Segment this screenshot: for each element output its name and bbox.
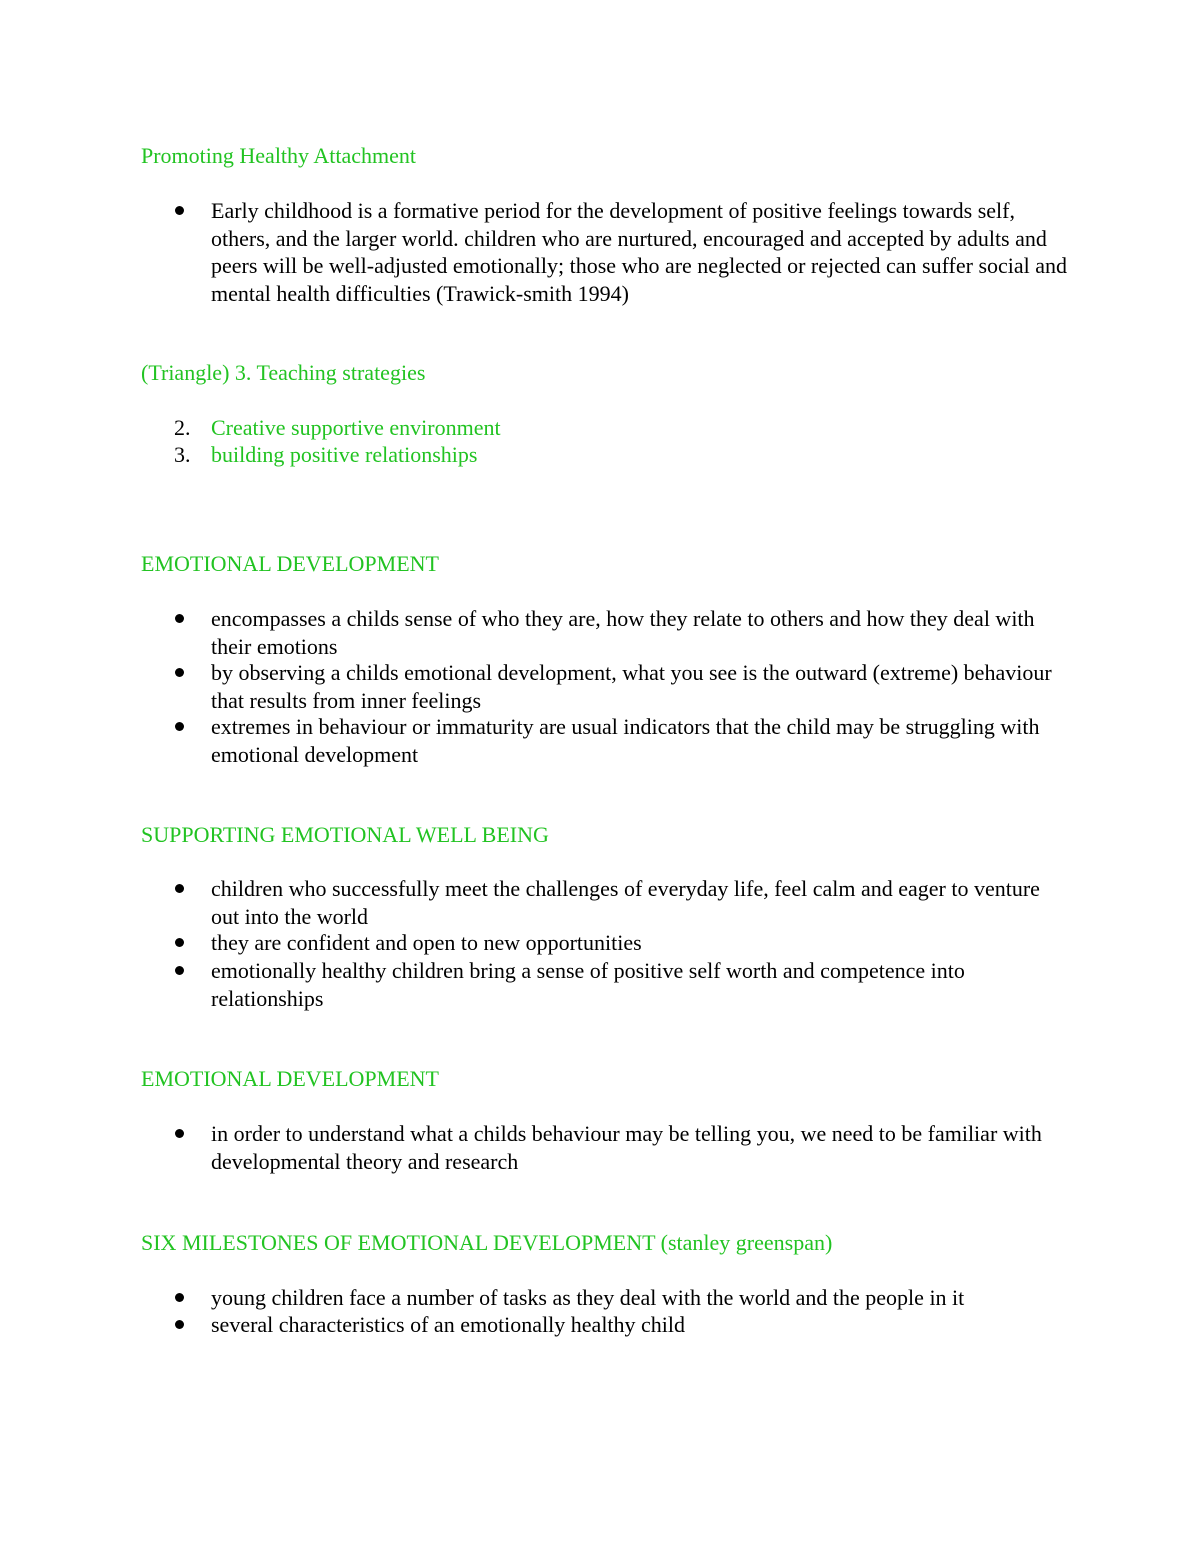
- bullet-icon: [175, 722, 184, 731]
- list-item: in order to understand what a childs behaviour may be telling you, we need to be familiar with developmental theory and research: [211, 1121, 1042, 1174]
- bullet-icon: [175, 1293, 184, 1302]
- list-number: 3.: [174, 442, 191, 467]
- bullet-icon: [175, 1320, 184, 1329]
- list-number: 2.: [174, 415, 191, 440]
- list-item: by observing a childs emotional development, what you see is the outward (extreme) behaviour that results from inner feelings: [211, 660, 1052, 713]
- numbered-list-item: building positive relationships: [211, 442, 478, 467]
- section-heading-emotional-development: EMOTIONAL DEVELOPMENT: [141, 551, 439, 576]
- section-heading-promoting-attachment: Promoting Healthy Attachment: [141, 143, 416, 168]
- list-item: Early childhood is a formative period for the development of positive feelings towards self, others, and the larger world. children who are nurtured, encouraged and accepted by adults and peers will be well-adjusted emotionally; those who are neglected or rejected can suffer social and mental health difficulties (Trawick-smith 1994): [211, 198, 1068, 306]
- section-heading-six-milestones: SIX MILESTONES OF EMOTIONAL DEVELOPMENT (stanley greenspan): [141, 1230, 833, 1255]
- bullet-icon: [175, 668, 184, 677]
- section-heading-emotional-development-2: EMOTIONAL DEVELOPMENT: [141, 1066, 439, 1091]
- bullet-icon: [175, 614, 184, 623]
- section-heading-supporting-well-being: SUPPORTING EMOTIONAL WELL BEING: [141, 822, 549, 847]
- numbered-list-item: Creative supportive environment: [211, 415, 501, 440]
- list-item: children who successfully meet the challenges of everyday life, feel calm and eager to venture out into the world: [211, 876, 1040, 929]
- list-item: extremes in behaviour or immaturity are usual indicators that the child may be struggling with emotional development: [211, 714, 1040, 767]
- bullet-icon: [175, 884, 184, 893]
- list-item: encompasses a childs sense of who they are, how they relate to others and how they deal with their emotions: [211, 606, 1035, 659]
- list-item: young children face a number of tasks as they deal with the world and the people in it: [211, 1285, 965, 1310]
- bullet-icon: [175, 1129, 184, 1138]
- list-item: several characteristics of an emotionally healthy child: [211, 1312, 686, 1337]
- bullet-icon: [175, 938, 184, 947]
- list-item: they are confident and open to new opportunities: [211, 930, 642, 955]
- bullet-icon: [175, 966, 184, 975]
- section-heading-teaching-strategies: (Triangle) 3. Teaching strategies: [141, 360, 426, 385]
- list-item: emotionally healthy children bring a sense of positive self worth and competence into relationships: [211, 958, 965, 1011]
- bullet-icon: [175, 206, 184, 215]
